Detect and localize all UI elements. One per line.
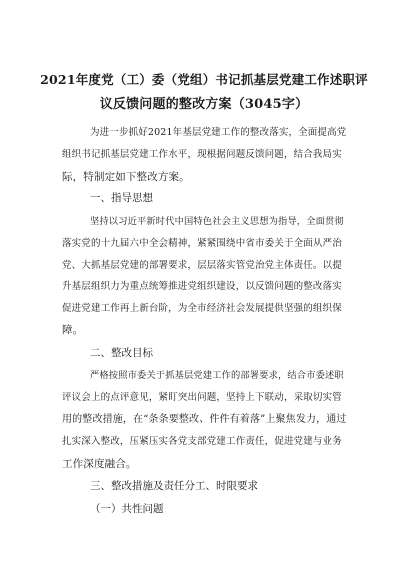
intro-line-2: 组织书记抓基层党建工作水平，现根据问题反馈问题，结合我局实: [62, 149, 342, 160]
section-1-line-4: 升基层组织力为重点统筹推进党组织建设，以反馈问题的整改落实: [62, 281, 342, 292]
section-2-line-5: 工作深度融合。: [62, 458, 137, 470]
intro-line-1: 为进一步抓好2021年基层党建工作的整改落实，全面提高党: [90, 127, 347, 138]
section-2-line-4: 扎实深入整改，压紧压实各党支部党建工作责任，促进党建与业务: [62, 436, 342, 447]
section-2-line-2: 评议会上的点评意见，紧盯突出问题，坚持上下联动，采取切实管: [62, 392, 342, 403]
section-1-line-2: 落实党的十九届六中全会精神，紧紧围绕中省市委关于全面从严治: [62, 238, 342, 249]
document-title-line-2: 议反馈问题的整改方案（3045字）: [99, 97, 309, 112]
section-1-line-6: 障。: [62, 324, 84, 336]
subsection-1-heading: （一）共性问题: [90, 503, 164, 515]
section-1-heading: 一、指导思想: [90, 192, 153, 204]
section-1-line-3: 党、大抓基层党建的部署要求，层层落实管党治党主体责任。以提: [62, 260, 342, 271]
section-2-heading: 二、整改目标: [90, 347, 153, 359]
document-title-line-1: 2021年度党（工）委（党组）书记抓基层党建工作述职评: [40, 72, 368, 87]
section-1-line-5: 促进党建工作再上新台阶，为全市经济社会发展提供坚强的组织保: [62, 303, 342, 314]
section-2-line-3: 用的整改措施，在“条条要整改、件件有着落”上聚焦发力，通过: [62, 414, 347, 425]
section-3-heading: 三、整改措施及责任分工、时限要求: [90, 480, 258, 492]
section-2-line-1: 严格按照市委关于抓基层党建工作的部署要求，结合市委述职: [90, 370, 344, 381]
intro-line-3: 际，特制定如下整改方案。: [62, 171, 190, 183]
section-1-line-1: 坚持以习近平新时代中国特色社会主义思想为指导，全面贯彻: [90, 216, 344, 227]
